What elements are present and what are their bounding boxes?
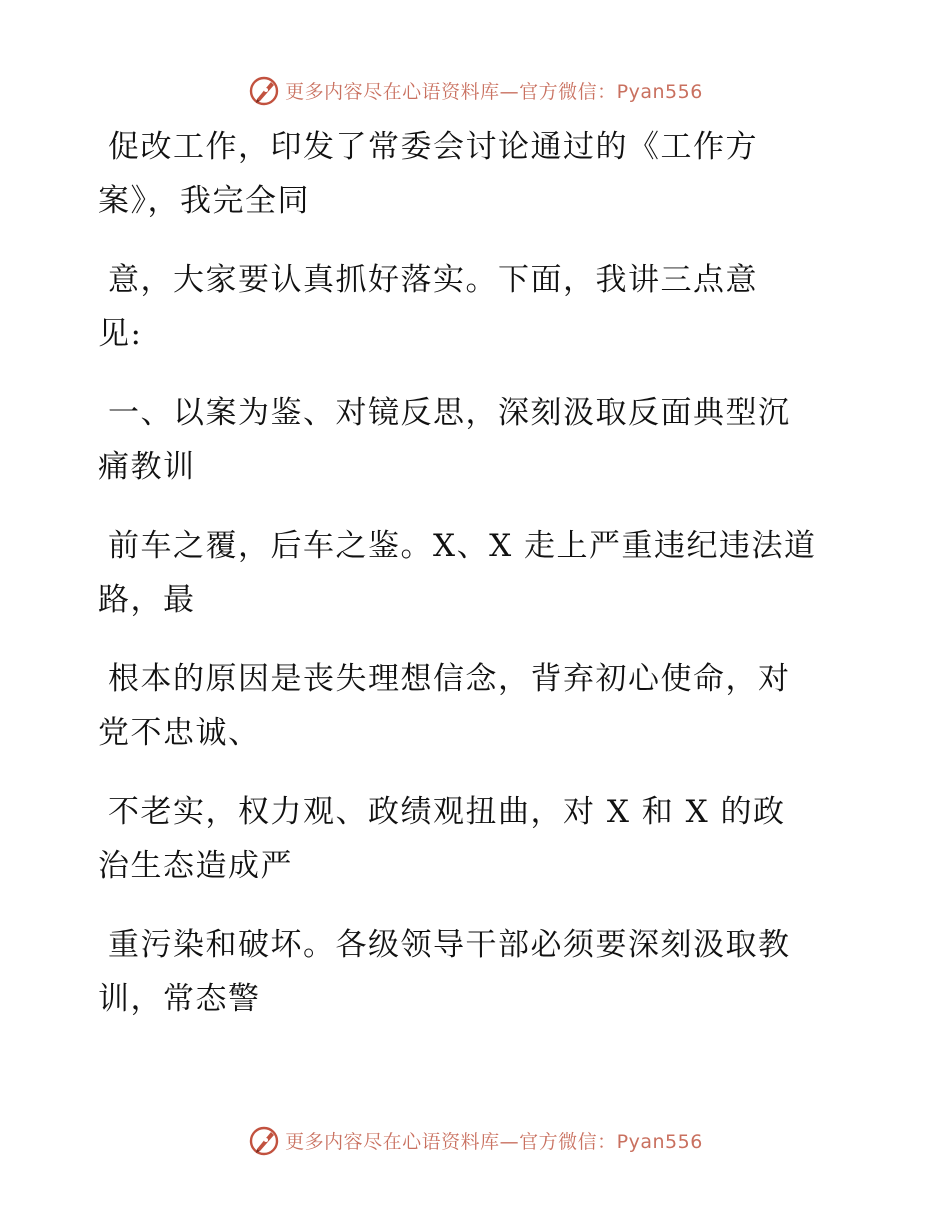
paragraph-line: 训，常态警: [98, 981, 261, 1017]
paragraph-3: [98, 519, 858, 627]
paragraph-line: 痛教训: [98, 449, 196, 485]
paragraph-line: 意，大家要认真抓好落实。下面，我讲三点意: [108, 262, 758, 298]
paragraph-line: 一、以案为鉴、对镜反思，深刻汲取反面典型沉: [108, 395, 791, 431]
paragraph-line: 见:: [98, 316, 143, 352]
paragraph-line: 根本的原因是丧失理想信念，背弃初心使命，对: [108, 661, 791, 697]
footer-banner: [0, 1120, 950, 1160]
paragraph-6: [98, 918, 858, 1026]
paragraph-4: [98, 652, 858, 760]
document-body: [98, 120, 858, 1051]
paragraph-5: [98, 785, 858, 893]
paragraph-line: 前车之覆，后车之鉴。X、X 走上严重违纪违法道: [108, 528, 817, 564]
paragraph-line: 路，最: [98, 582, 196, 618]
paragraph-line: 党不忠诚、: [98, 715, 261, 751]
footer-banner-text: 更多内容尽在心语资料库—官方微信：Pyan556: [285, 1130, 703, 1153]
paragraph-line: 促改工作，印发了常委会讨论通过的《工作方: [108, 129, 758, 165]
paragraph-line: 重污染和破坏。各级领导干部必须要深刻汲取教: [108, 927, 791, 963]
pen-logo-icon: [247, 73, 281, 107]
paragraph-2: [98, 253, 858, 361]
paragraph-1: [98, 120, 858, 228]
paragraph-line: 案》，我完全同: [98, 183, 310, 219]
pen-logo-icon: [247, 1123, 281, 1157]
header-banner: [0, 70, 950, 110]
paragraph-line: 治生态造成严: [98, 848, 293, 884]
header-banner-text: 更多内容尽在心语资料库—官方微信：Pyan556: [285, 80, 703, 103]
paragraph-line: 不老实，权力观、政绩观扭曲，对 X 和 X 的政: [108, 794, 786, 830]
section-heading-1: [98, 386, 858, 494]
